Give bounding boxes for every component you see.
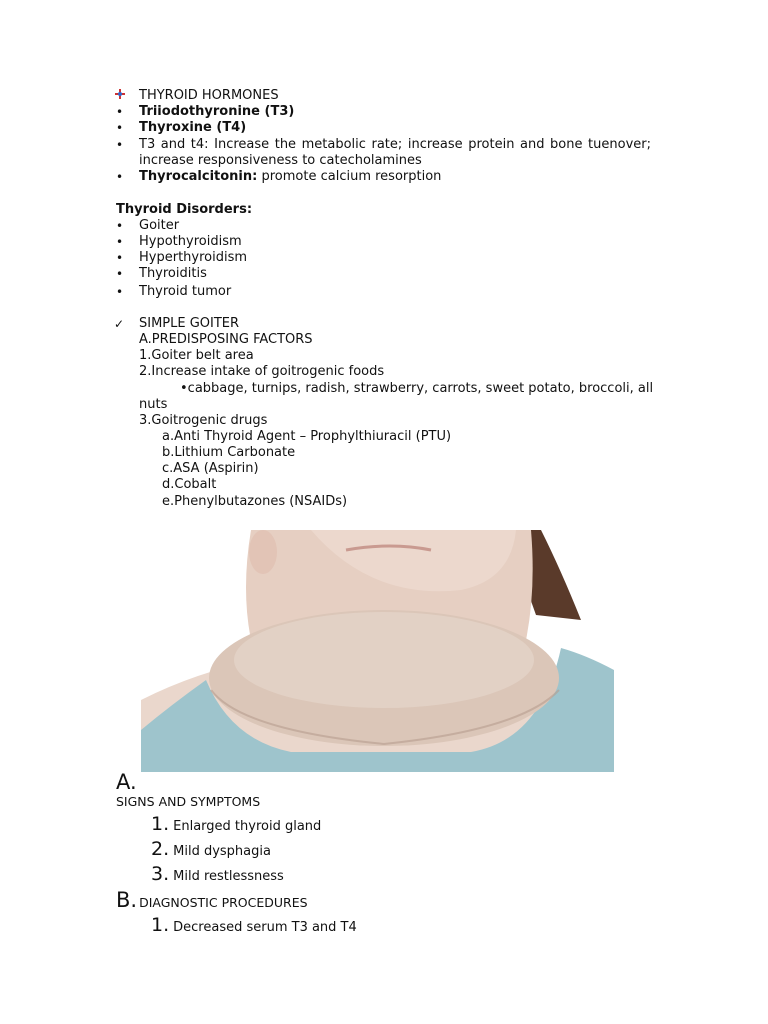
drug-item: c.ASA (Aspirin): [162, 461, 259, 476]
section-b-letter: B.: [116, 888, 138, 912]
item-number: 1.: [151, 813, 170, 835]
bullet: •: [116, 138, 124, 152]
hormone-t3: Triiodothyronine (T3): [139, 104, 295, 119]
calcitonin-label: Thyrocalcitonin:: [139, 169, 258, 184]
section-b-heading-row: [116, 888, 308, 916]
calcitonin-text: promote calcium resorption: [257, 169, 442, 184]
hormone-t4: Thyroxine (T4): [139, 120, 247, 135]
predisposing-heading: A.PREDISPOSING FACTORS: [139, 332, 313, 347]
hormone-effects: T3 and t4: Increase the metabolic rate; increase protein and bone tuenover; increase responsiveness to catecholamines: [139, 137, 651, 168]
hormone-calcitonin: [139, 169, 441, 185]
drug-item: e.Phenylbutazones (NSAIDs): [162, 494, 348, 509]
item-number: 3.: [151, 863, 170, 885]
goiter-neck-image: [141, 530, 614, 772]
item-text: Decreased serum T3 and T4: [173, 920, 357, 935]
section-a-letter: A.: [116, 770, 137, 794]
disorder-item: Thyroiditis: [139, 266, 207, 281]
bullet: •: [116, 267, 124, 281]
bullet: •: [116, 285, 124, 299]
symptom-item: [151, 839, 271, 862]
goiter-heading: SIMPLE GOITER: [139, 316, 240, 331]
disorder-item: Hyperthyroidism: [139, 250, 248, 265]
bullet: •: [116, 235, 124, 249]
disorder-item: Goiter: [139, 218, 180, 233]
arrow-bullet-icon: [114, 88, 126, 104]
drug-item: d.Cobalt: [162, 477, 217, 492]
disorders-heading: Thyroid Disorders:: [116, 202, 253, 217]
goiter-illustration: [141, 530, 614, 772]
drug-item: a.Anti Thyroid Agent – Prophylthiuracil (PTU): [162, 429, 452, 444]
factor-3: 3.Goitrogenic drugs: [139, 413, 268, 428]
foods-line-2: nuts: [139, 397, 168, 412]
item-text: Mild restlessness: [173, 869, 284, 884]
item-text: Mild dysphagia: [173, 844, 271, 859]
symptom-item: [151, 864, 284, 887]
item-number: 2.: [151, 838, 170, 860]
symptom-item: [151, 814, 321, 837]
section-a-heading: SIGNS AND SYMPTOMS: [116, 794, 261, 809]
factor-1: 1.Goiter belt area: [139, 348, 254, 363]
bullet: •: [116, 121, 124, 135]
section-b-heading: DIAGNOSTIC PROCEDURES: [139, 895, 308, 910]
hormones-heading: THYROID HORMONES: [139, 88, 279, 103]
bullet: •: [116, 219, 124, 233]
factor-2: 2.Increase intake of goitrogenic foods: [139, 364, 385, 379]
disorder-item: Thyroid tumor: [139, 284, 232, 299]
diagnostic-item: [151, 915, 357, 938]
bullet: •: [116, 105, 124, 119]
item-text: Enlarged thyroid gland: [173, 819, 322, 834]
bullet: •: [116, 170, 124, 184]
item-number: 1.: [151, 914, 170, 936]
bullet: •: [116, 251, 124, 265]
disorder-item: Hypothyroidism: [139, 234, 242, 249]
drug-item: b.Lithium Carbonate: [162, 445, 296, 460]
checkmark-icon: ✓: [114, 317, 125, 331]
foods-line-1: •cabbage, turnips, radish, strawberry, carrots, sweet potato, broccoli, all: [180, 381, 654, 396]
